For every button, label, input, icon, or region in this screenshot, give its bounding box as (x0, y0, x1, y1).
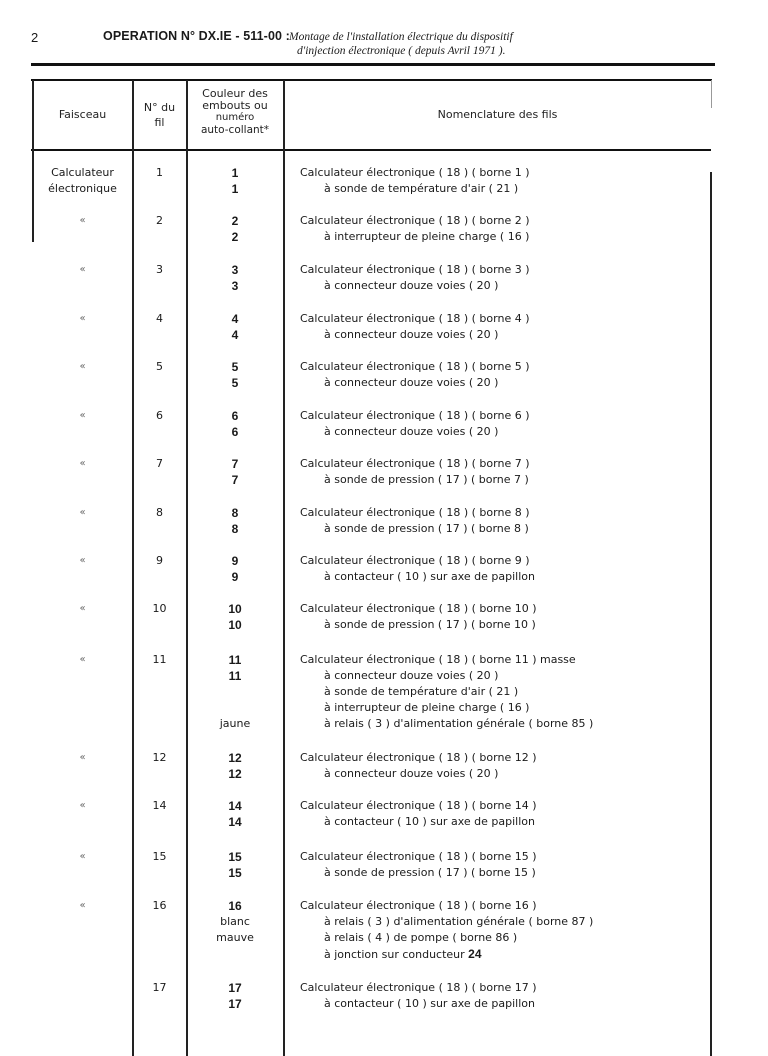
wire-origin (300, 652, 720, 668)
wire-destination (300, 569, 720, 585)
faisceau-cell (33, 849, 132, 865)
line-text: Calculateur électronique ( 18 ) ( borne 9 ) (300, 554, 530, 567)
faisceau-cell (33, 456, 132, 472)
fil-number: 1 (156, 166, 163, 179)
line-text: à contacteur ( 10 ) sur axe de papillon (324, 570, 535, 583)
sticker-number: 9 (231, 554, 239, 568)
sticker-number: 1 (231, 182, 239, 196)
line-text: Calculateur électronique ( 18 ) ( borne 15 ) (300, 850, 537, 863)
color-cell (187, 311, 283, 343)
line-text: à sonde de pression ( 17 ) ( borne 10 ) (324, 618, 536, 631)
sticker-number: 2 (231, 230, 239, 244)
line-text: à sonde de température d'air ( 21 ) (324, 182, 519, 195)
sticker-number: 4 (231, 328, 239, 342)
line-text: Calculateur électronique ( 18 ) ( borne 2 ) (300, 214, 530, 227)
wire-destination (300, 766, 720, 782)
wire-destination (300, 668, 720, 684)
wire-origin (300, 408, 720, 424)
color-cell (187, 898, 283, 946)
line-text: Calculateur électronique ( 18 ) ( borne 5 ) (300, 360, 530, 373)
line-text: Calculateur électronique ( 18 ) ( borne 3 ) (300, 263, 530, 276)
color-cell (187, 798, 283, 830)
ditto-mark: « (79, 752, 86, 763)
fil-number: 15 (152, 850, 167, 863)
fil-number: 10 (152, 602, 167, 615)
faisceau-cell (33, 408, 132, 424)
wire-origin (300, 213, 720, 229)
nomenclature-cell (300, 359, 720, 391)
sticker-number: 3 (231, 279, 239, 293)
sticker-number: 3 (231, 263, 239, 277)
sticker-number: 5 (231, 376, 239, 390)
faisceau-cell (33, 165, 132, 197)
fil-number: 14 (152, 799, 167, 812)
end-color: mauve (216, 931, 254, 944)
nomenclature-cell (300, 980, 720, 1012)
ditto-mark: « (79, 361, 86, 372)
sticker-number: 16 (228, 899, 242, 913)
line-text: à connecteur douze voies ( 20 ) (324, 328, 499, 341)
wire-destination (300, 278, 720, 294)
wire-destination (300, 865, 720, 881)
faisceau-cell (33, 652, 132, 668)
wire-origin (300, 311, 720, 327)
header-couleur: Couleur des embouts ou numéro auto-collant* (200, 87, 270, 136)
line-text: à sonde de température d'air ( 21 ) (324, 685, 519, 698)
line-text: Calculateur électronique ( 18 ) ( borne 16 ) (300, 899, 537, 912)
wire-origin (300, 898, 720, 914)
color-cell (187, 213, 283, 245)
nomenclature-cell (300, 165, 720, 197)
nomenclature-cell (300, 798, 720, 830)
sticker-number: 7 (231, 473, 239, 487)
wire-destination (300, 946, 720, 963)
line-text: Calculateur électronique ( 18 ) ( borne 17 ) (300, 981, 537, 994)
fil-number: 8 (156, 506, 163, 519)
ditto-mark: « (79, 458, 86, 469)
line-text: à sonde de pression ( 17 ) ( borne 7 ) (324, 473, 529, 486)
line-text: à connecteur douze voies ( 20 ) (324, 279, 499, 292)
wire-destination (300, 617, 720, 633)
sticker-number: 11 (228, 653, 242, 667)
color-cell (187, 849, 283, 881)
header-num-fil: N° du fil (143, 101, 176, 129)
sticker-number: 14 (228, 815, 242, 829)
end-color (187, 684, 283, 700)
sticker-number: 12 (228, 751, 242, 765)
nomenclature-cell (300, 311, 720, 343)
ditto-mark: « (79, 654, 86, 665)
wire-origin (300, 798, 720, 814)
wire-origin (300, 553, 720, 569)
wire-origin (300, 980, 720, 996)
color-cell (187, 359, 283, 391)
wire-destination (300, 181, 720, 197)
nomenclature-cell (300, 505, 720, 537)
faisceau-text: électronique (48, 182, 117, 195)
wire-origin (300, 601, 720, 617)
line-text: Calculateur électronique ( 18 ) ( borne 1 ) (300, 166, 530, 179)
ditto-mark: « (79, 555, 86, 566)
conductor-number: 24 (468, 947, 482, 961)
end-color: blanc (220, 915, 250, 928)
nomenclature-cell (300, 408, 720, 440)
fil-number: 17 (152, 981, 167, 994)
column-divider-3 (283, 80, 285, 1056)
wire-destination (300, 327, 720, 343)
sticker-number: 10 (228, 618, 242, 632)
fil-number: 2 (156, 214, 163, 227)
color-cell (187, 750, 283, 782)
end-color (187, 700, 283, 716)
fil-number: 16 (152, 899, 167, 912)
header-nomenclature: Nomenclature des fils (437, 108, 558, 121)
page-number: 2 (31, 30, 39, 45)
nomenclature-cell (300, 553, 720, 585)
top-thick-rule (31, 63, 715, 66)
faisceau-cell (33, 898, 132, 914)
wire-destination (300, 424, 720, 440)
wire-destination (300, 914, 720, 930)
line-text: à connecteur douze voies ( 20 ) (324, 425, 499, 438)
wire-destination (300, 375, 720, 391)
line-text: à sonde de pression ( 17 ) ( borne 15 ) (324, 866, 536, 879)
color-cell (187, 408, 283, 440)
line-text: Calculateur électronique ( 18 ) ( borne 11 ) masse (300, 653, 576, 666)
ditto-mark: « (79, 900, 86, 911)
description-line-2: d'injection électronique ( depuis Avril 1971 ). (297, 45, 506, 57)
fil-number: 5 (156, 360, 163, 373)
line-text: Calculateur électronique ( 18 ) ( borne 6 ) (300, 409, 530, 422)
line-text: à jonction sur conducteur (324, 948, 465, 961)
faisceau-cell (33, 505, 132, 521)
sticker-number: 14 (228, 799, 242, 813)
wire-destination (300, 930, 720, 946)
wire-destination (300, 700, 720, 716)
fil-number: 12 (152, 751, 167, 764)
ditto-mark: « (79, 313, 86, 324)
nomenclature-cell (300, 750, 720, 782)
wire-destination (300, 229, 720, 245)
line-text: à connecteur douze voies ( 20 ) (324, 767, 499, 780)
sticker-number: 2 (231, 214, 239, 228)
faisceau-cell (33, 750, 132, 766)
fil-number: 11 (152, 653, 167, 666)
faisceau-text: Calculateur (51, 166, 114, 179)
sticker-number: 11 (228, 669, 242, 683)
nomenclature-cell (300, 213, 720, 245)
line-text: à interrupteur de pleine charge ( 16 ) (324, 230, 530, 243)
header-faisceau: Faisceau (58, 108, 107, 121)
faisceau-cell (33, 553, 132, 569)
color-cell (187, 980, 283, 1012)
line-text: Calculateur électronique ( 18 ) ( borne 4 ) (300, 312, 530, 325)
wire-origin (300, 359, 720, 375)
color-cell (187, 456, 283, 488)
wire-destination (300, 684, 720, 700)
wire-origin (300, 505, 720, 521)
line-text: à connecteur douze voies ( 20 ) (324, 376, 499, 389)
line-text: à connecteur douze voies ( 20 ) (324, 669, 499, 682)
wire-origin (300, 262, 720, 278)
nomenclature-cell (300, 456, 720, 488)
fil-number: 7 (156, 457, 163, 470)
ditto-mark: « (79, 215, 86, 226)
line-text: à contacteur ( 10 ) sur axe de papillon (324, 997, 535, 1010)
sticker-number: 6 (231, 409, 239, 423)
sticker-number: 9 (231, 570, 239, 584)
wire-destination (300, 996, 720, 1012)
color-cell (187, 553, 283, 585)
faisceau-cell (33, 798, 132, 814)
line-text: à contacteur ( 10 ) sur axe de papillon (324, 815, 535, 828)
ditto-mark: « (79, 603, 86, 614)
wire-destination (300, 814, 720, 830)
sticker-number: 17 (228, 981, 242, 995)
color-cell (187, 652, 283, 732)
nomenclature-cell (300, 849, 720, 881)
ditto-mark: « (79, 507, 86, 518)
description-line-1: Montage de l'installation électrique du dispositif (289, 31, 513, 43)
faisceau-cell (33, 601, 132, 617)
faisceau-cell (33, 311, 132, 327)
fil-number: 3 (156, 263, 163, 276)
line-text: à relais ( 3 ) d'alimentation générale ( borne 85 ) (324, 717, 594, 730)
wire-origin (300, 750, 720, 766)
faisceau-cell (33, 213, 132, 229)
sticker-number: 17 (228, 997, 242, 1011)
fil-number: 9 (156, 554, 163, 567)
color-cell (187, 505, 283, 537)
nomenclature-cell (300, 262, 720, 294)
line-text: Calculateur électronique ( 18 ) ( borne 12 ) (300, 751, 537, 764)
sticker-number: 1 (231, 166, 239, 180)
nomenclature-cell (300, 601, 720, 633)
wire-destination (300, 521, 720, 537)
wire-origin (300, 165, 720, 181)
line-text: Calculateur électronique ( 18 ) ( borne 8 ) (300, 506, 530, 519)
faisceau-cell (33, 359, 132, 375)
sticker-number: 10 (228, 602, 242, 616)
line-text: à sonde de pression ( 17 ) ( borne 8 ) (324, 522, 529, 535)
color-cell (187, 601, 283, 633)
ditto-mark: « (79, 410, 86, 421)
ditto-mark: « (79, 800, 86, 811)
faisceau-cell (33, 262, 132, 278)
fil-number: 4 (156, 312, 163, 325)
wire-destination (300, 472, 720, 488)
line-text: à relais ( 4 ) de pompe ( borne 86 ) (324, 931, 518, 944)
wire-origin (300, 849, 720, 865)
sticker-number: 4 (231, 312, 239, 326)
sticker-number: 8 (231, 506, 239, 520)
ditto-mark: « (79, 264, 86, 275)
sticker-number: 8 (231, 522, 239, 536)
table-right-border-top (711, 80, 712, 108)
fil-number: 6 (156, 409, 163, 422)
end-color: jaune (219, 717, 251, 730)
nomenclature-cell (300, 898, 720, 963)
color-cell (187, 262, 283, 294)
sticker-number: 6 (231, 425, 239, 439)
line-text: Calculateur électronique ( 18 ) ( borne 14 ) (300, 799, 537, 812)
line-text: à interrupteur de pleine charge ( 16 ) (324, 701, 530, 714)
sticker-number: 5 (231, 360, 239, 374)
line-text: à relais ( 3 ) d'alimentation générale ( borne 87 ) (324, 915, 594, 928)
line-text: Calculateur électronique ( 18 ) ( borne 7 ) (300, 457, 530, 470)
sticker-number: 12 (228, 767, 242, 781)
sticker-number: 15 (228, 866, 242, 880)
line-text: Calculateur électronique ( 18 ) ( borne 10 ) (300, 602, 537, 615)
wire-destination (300, 716, 720, 732)
sticker-number: 15 (228, 850, 242, 864)
operation-title: OPERATION N° DX.IE - 511-00 : (103, 29, 290, 43)
nomenclature-cell (300, 652, 720, 732)
color-cell (187, 165, 283, 197)
ditto-mark: « (79, 851, 86, 862)
sticker-number: 7 (231, 457, 239, 471)
operation-description (289, 30, 513, 58)
wire-origin (300, 456, 720, 472)
